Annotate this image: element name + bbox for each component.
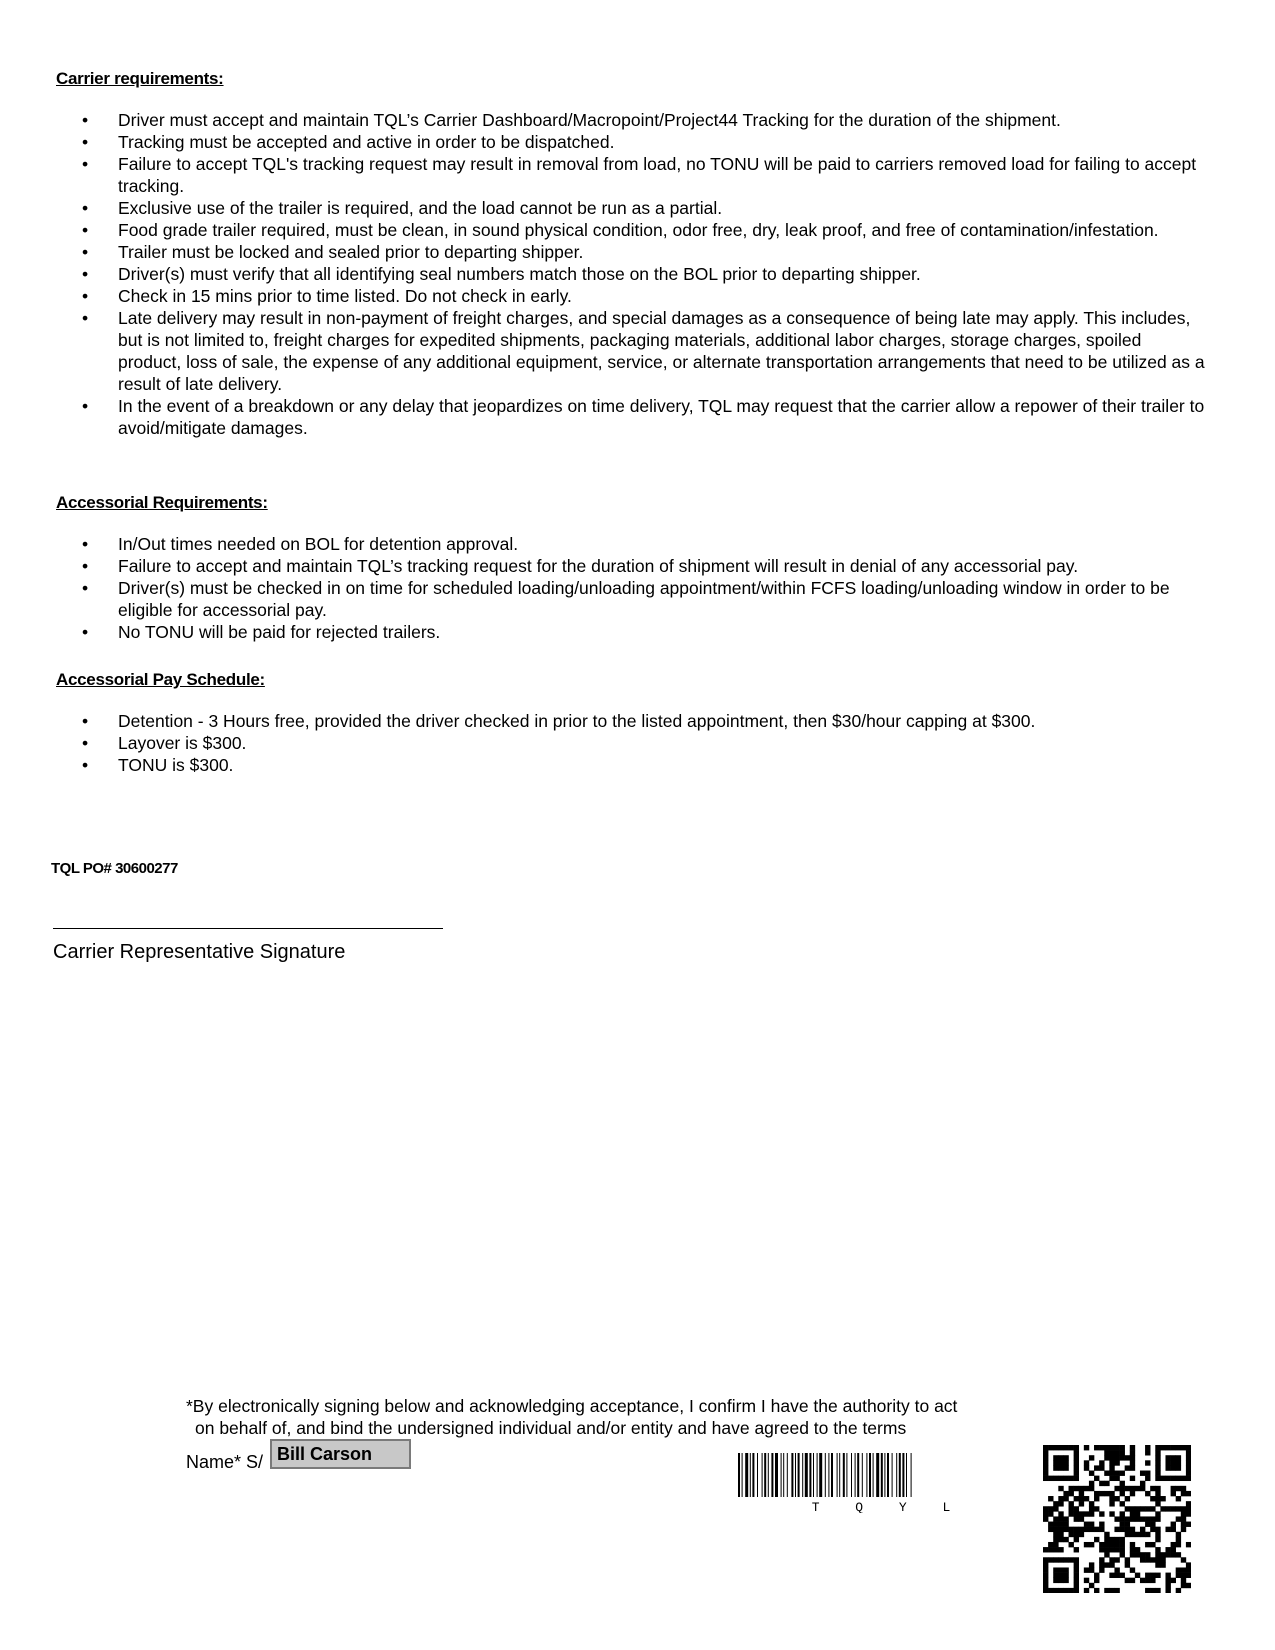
list-item: • Failure to accept and maintain TQL’s tracking request for the duration of shipment will result in denial of any accessorial pay. <box>0 555 1275 577</box>
list-item: • Driver(s) must be checked in on time for scheduled loading/unloading appointment/within FCFS loading/unloading window in order to be eligible for accessorial pay. <box>0 577 1275 621</box>
list-item: • Detention - 3 Hours free, provided the driver checked in prior to the listed appointment, then $30/hour capping at $300. <box>0 710 1275 732</box>
signature-label: Carrier Representative Signature <box>53 941 346 963</box>
list-item: • Driver(s) must verify that all identifying seal numbers match those on the BOL prior to departing shipper. <box>0 263 1275 285</box>
list-item: • Food grade trailer required, must be clean, in sound physical condition, odor free, dry, leak proof, and free of contamination/infestation. <box>0 219 1275 241</box>
carrier-requirements-heading: Carrier requirements: <box>56 69 224 88</box>
carrier-requirements-list <box>0 109 1275 439</box>
list-item: • Failure to accept TQL's tracking request may result in removal from load, no TONU will be paid to carriers removed load for failing to accept tracking. <box>0 153 1275 197</box>
accessorial-pay-schedule-list <box>0 710 1275 776</box>
list-item: • In/Out times needed on BOL for detention approval. <box>0 533 1275 555</box>
qr-code-icon <box>1043 1445 1191 1593</box>
list-item: • No TONU will be paid for rejected trailers. <box>0 621 1275 643</box>
list-item: • Layover is $300. <box>0 732 1275 754</box>
list-item: • Exclusive use of the trailer is required, and the load cannot be run as a partial. <box>0 197 1275 219</box>
list-item: • Late delivery may result in non-payment of freight charges, and special damages as a consequence of being late may apply. This includes, but is not limited to, freight charges for expedited shipments, packaging materials, additional labor charges, storage charges, spoiled product, loss of sale, the expense of any additional equipment, service, or alternate transportation arrangements that need to be utilized as a result of late delivery. <box>0 307 1275 395</box>
po-number: TQL PO# 30600277 <box>51 860 178 877</box>
list-item: • In the event of a breakdown or any delay that jeopardizes on time delivery, TQL may request that the carrier allow a repower of their trailer to avoid/mitigate damages. <box>0 395 1275 439</box>
esign-line-1: *By electronically signing below and acknowledging acceptance, I confirm I have the authority to act <box>186 1396 958 1416</box>
esign-line-2: on behalf of, and bind the undersigned individual and/or entity and have agreed to the terms <box>195 1418 907 1438</box>
esign-disclaimer <box>186 1395 957 1439</box>
barcode-icon <box>738 1453 1030 1513</box>
list-item: • Trailer must be locked and sealed prior to departing shipper. <box>0 241 1275 263</box>
list-item: • Check in 15 mins prior to time listed. Do not check in early. <box>0 285 1275 307</box>
barcode-text: T Q Y L <box>811 1500 965 1513</box>
accessorial-requirements-list <box>0 533 1275 643</box>
accessorial-requirements-heading: Accessorial Requirements: <box>56 493 268 512</box>
list-item: • Driver must accept and maintain TQL’s Carrier Dashboard/Macropoint/Project44 Tracking for the duration of the shipment. <box>0 109 1275 131</box>
name-label: Name* S/ <box>186 1452 264 1472</box>
signature-line <box>53 928 443 929</box>
accessorial-pay-schedule-heading: Accessorial Pay Schedule: <box>56 670 265 689</box>
list-item: • Tracking must be accepted and active in order to be dispatched. <box>0 131 1275 153</box>
list-item: • TONU is $300. <box>0 754 1275 776</box>
name-field[interactable]: Bill Carson <box>270 1439 411 1469</box>
